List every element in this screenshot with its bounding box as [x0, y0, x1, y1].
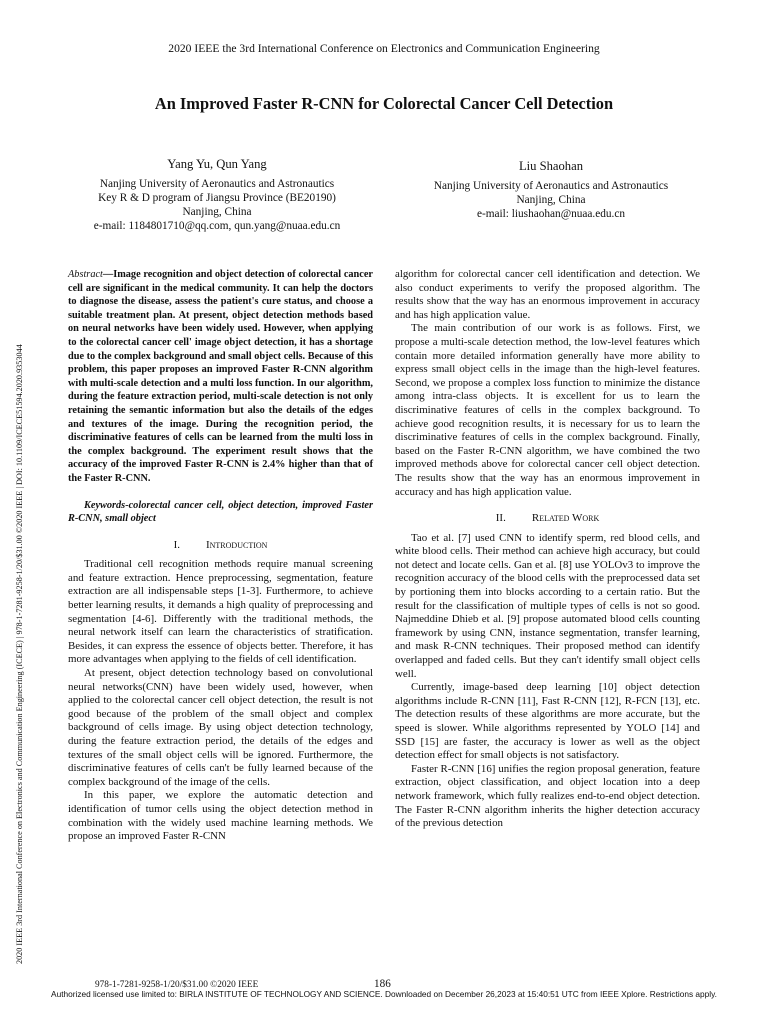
- related-paragraph-2: Currently, image-based deep learning [10] object detection algorithms include R-CNN [11], Fast R-CNN [12], R-FCN [13], etc. The detection results of these algorithms are more accurate, but the speed is slower. While algorithms represented by YOLO [14] and SSD [15] are faster, the accuracy is lower as well as the object detection effect for small objects is not satisfactory.: [395, 681, 700, 762]
- author-affiliation: Nanjing University of Aeronautics and Astronautics: [433, 180, 669, 192]
- left-column: [68, 268, 373, 844]
- author-program: Key R & D program of Jiangsu Province (BE20190): [98, 192, 336, 204]
- side-identifier: 2020 IEEE 3rd International Conference on Electronics and Communication Engineering (ICECE) | 978-1-7281-9258-1/20/$31.00 ©2020 IEEE | DOI: 10.1109/ICECE51594.2020.9353044: [15, 344, 24, 964]
- author-names: Liu Shaohan: [518, 159, 583, 173]
- right-column: [395, 268, 700, 831]
- author-email: e-mail: 1184801710@qq.com, qun.yang@nuaa.edu.cn: [93, 220, 341, 232]
- author-email: e-mail: liushaohan@nuaa.edu.cn: [476, 208, 626, 220]
- section-heading-related-work: [395, 512, 700, 526]
- section-title: Related Work: [531, 512, 600, 525]
- author-location: Nanjing, China: [182, 206, 252, 218]
- related-paragraph-3: Faster R-CNN [16] unifies the region proposal generation, feature extraction, object classification, and object location into a deep network framework, which fully realizes end-to-end object detection. The Faster R-CNN algorithm inherits the higher detection accuracy of the previous detection: [395, 762, 700, 830]
- intro-paragraph-1: Traditional cell recognition methods require manual screening and feature extraction. Hence preprocessing, segmentation, feature extraction are all indispensable steps [1-3]. Furthermore, to achieve better learning results, it demands a high quality of preprocessing and segmentation [4-6]. Differently with the traditional methods, the neural network itself can learn the characteristics of stratification. Besides, it can express the essence of objects better. Therefore, it has more advantages when applying to the fields of cell identification.: [68, 558, 373, 666]
- footer-copyright: 978-1-7281-9258-1/20/$31.00 ©2020 IEEE: [95, 980, 259, 990]
- abstract-text: —Image recognition and object detection of colorectal cancer cell are significant in the medical community. It can help the doctors to diagnose the disease, assess the patient's cure status, and choose a suitable treatment plan. At present, object detection methods based on neural networks have been widely used. However, when applying to the colorectal cancer cell' image object detection, it has a shortage due to the complex background and small object cells. Because of this problem, this paper proposes an improved Faster R-CNN algorithm with multi-scale detection and a multi loss function. In our algorithm, during the feature extraction period, multi-scale detection is not only retaining the semantic information but also the details of the edges and textures of the image. During the recognition period, the discriminative features of cells can be learned from the multi loss in the complex background. The experiment result shows that the accuracy of the improved Faster R-CNN is 2.4% higher than that of the Faster R-CNN.: [68, 269, 373, 484]
- intro-paragraph-4: The main contribution of our work is as follows. First, we propose a multi-scale detection method, the low-level features which contain more detailed information generally have more ability to express small object cells in the image than the high-level features. Second, we propose a complex loss function to minimize the distance among intra-class objects. It is excellent for us to learn the discriminative features of cells in the complex background. To achieve good recognition results, it is necessary for us to learn the discriminative features of cells in the complex background. Finally, based on the Faster R-CNN algorithm, we have combined the two improved methods above for colorectal cancer cell object detection. The results show that the way has an enormous improvement in accuracy and has high application value.: [395, 322, 700, 498]
- section-number: I.: [173, 538, 180, 551]
- intro-paragraph-2: At present, object detection technology based on convolutional neural networks(CNN) have been widely used, however, when applied to the colorectal cancer cell object detection, the result is not good because of the problem of the small object and complex background of cells image. By using object detection technology, during the feature extraction period, the details of the edges and textures of the small object cells will be ignored. Furthermore, the discriminative features of cells can't be fully learned because of the complex background of the image of the cells.: [68, 667, 373, 788]
- keywords: Keywords-colorectal cancer cell, object detection, improved Faster R-CNN, small object: [68, 499, 373, 525]
- abstract-label: Abstract: [68, 269, 103, 280]
- related-paragraph-1: Tao et al. [7] used CNN to identify sperm, red blood cells, and white blood cells. Their method can achieve high accuracy, but could not detect and locate cells. Gan et al. [8] use YOLOv3 to improve the recognition accuracy of the blood cells with the preprocessed data set by portioning them into blocks according to a certain ratio. But the result for the classification of multiple types of cells is not so good. Najmeddine Dhieb et al. [9] propose automated blood cells counting framework by using CNN, instance segmentation, transfer learning, and mask R-CNN techniques. Their proposed method can identify overlapped and faded cells. But they can't identify small object cells well.: [395, 531, 700, 680]
- author-affiliation: Nanjing University of Aeronautics and Astronautics: [99, 178, 335, 190]
- author-block-right: [392, 159, 710, 221]
- section-heading-introduction: [68, 539, 373, 553]
- license-note: Authorized licensed use limited to: BIRLA INSTITUTE OF TECHNOLOGY AND SCIENCE. Downloaded on December 26,2023 at 15:40:51 UTC from IEEE Xplore. Restrictions apply.: [51, 989, 717, 999]
- author-block-left: [42, 157, 392, 233]
- intro-paragraph-3: In this paper, we explore the automatic detection and identification of tumor cells using the object detection method in combination with the widely used machine learning methods. We propose an improved Faster R-CNN: [68, 789, 373, 843]
- paper-title: An Improved Faster R-CNN for Colorectal Cancer Cell Detection: [154, 94, 614, 113]
- section-title: Introduction: [205, 538, 268, 551]
- conference-header: 2020 IEEE the 3rd International Conference on Electronics and Communication Engineering: [168, 42, 600, 55]
- abstract: [68, 268, 373, 486]
- intro-paragraph-continuation: algorithm for colorectal cancer cell identification and detection. We also conduct experiments to verify the proposed algorithm. The results show that the way has an enormous improvement in accuracy and has high application value.: [395, 268, 700, 321]
- section-number: II.: [495, 512, 506, 525]
- page-number: 186: [374, 978, 391, 990]
- author-location: Nanjing, China: [516, 194, 586, 206]
- author-names: Yang Yu, Qun Yang: [167, 157, 267, 171]
